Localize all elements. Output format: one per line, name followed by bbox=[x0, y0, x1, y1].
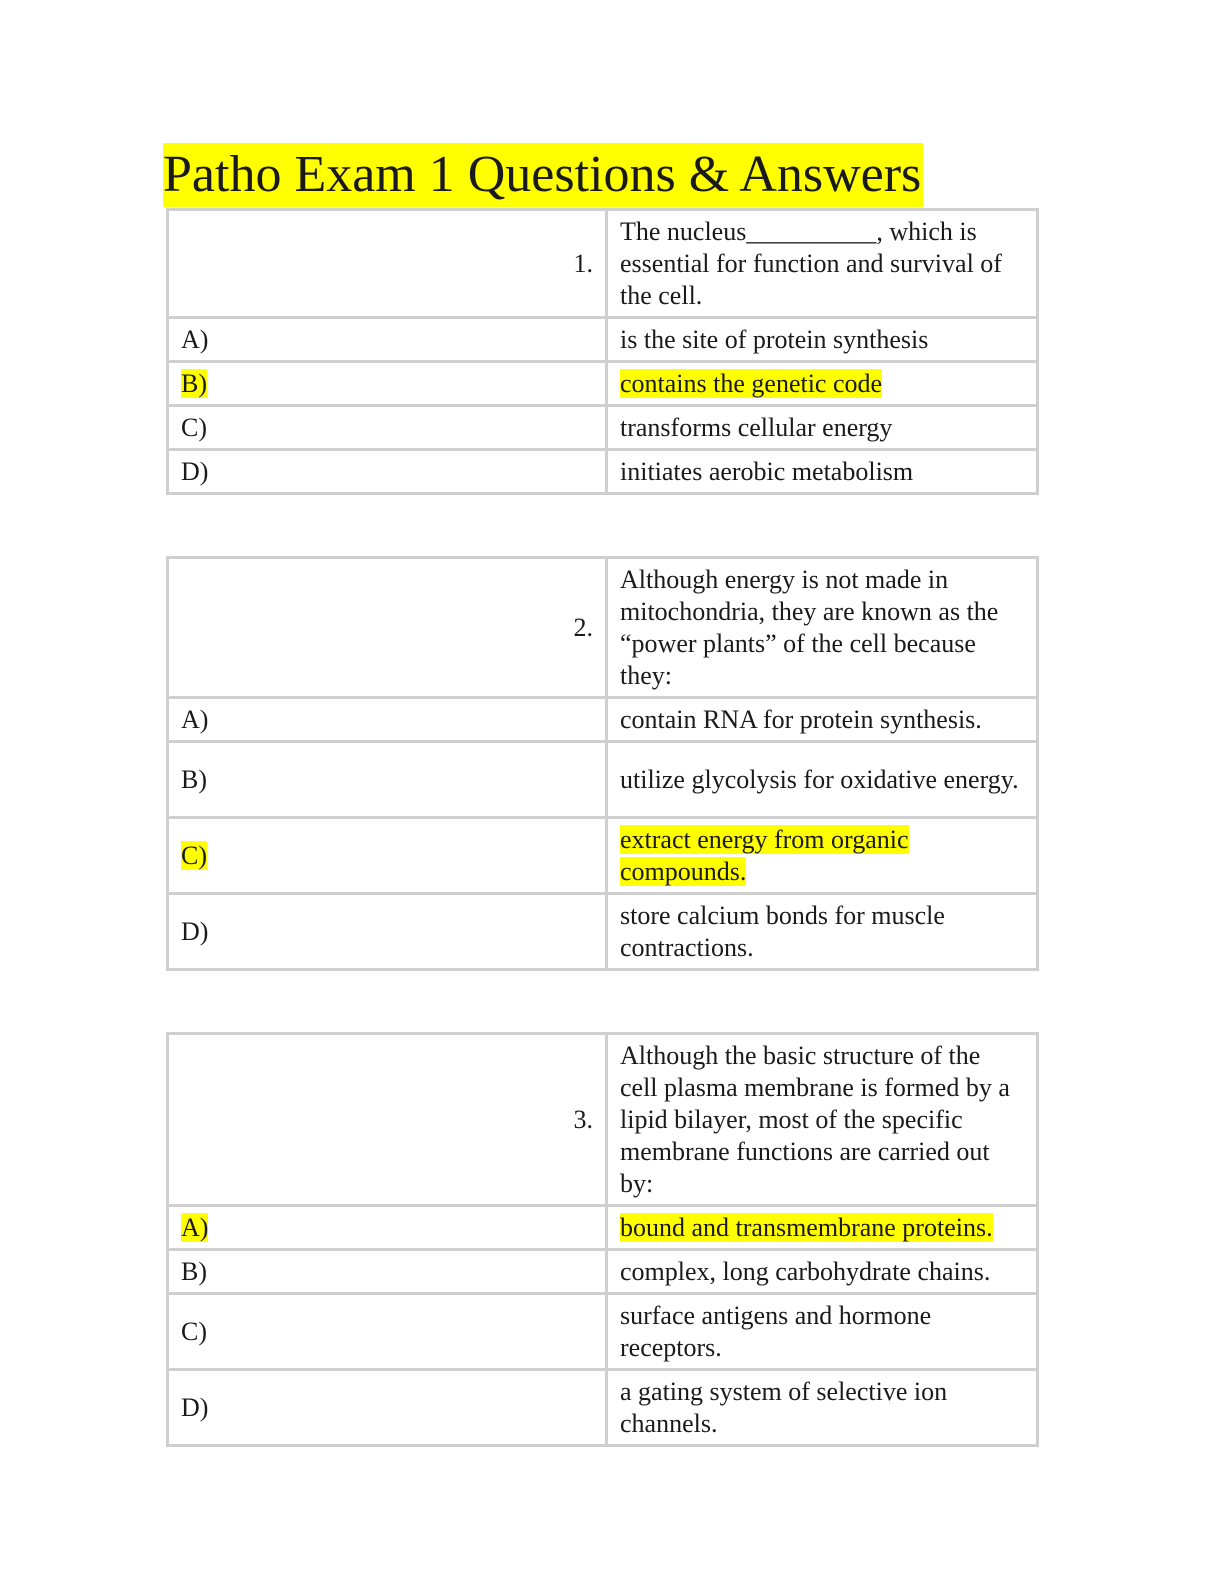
question-table-2 bbox=[166, 556, 1039, 971]
question-row bbox=[168, 1034, 1038, 1206]
option-letter: B) bbox=[168, 1250, 607, 1294]
option-text: store calcium bonds for muscle contractions. bbox=[607, 894, 1038, 970]
question-row bbox=[168, 558, 1038, 698]
option-row bbox=[168, 406, 1038, 450]
option-row bbox=[168, 742, 1038, 818]
question-stem: Although the basic structure of the cell plasma membrane is formed by a lipid bilayer, most of the specific membrane functions are carried out by: bbox=[607, 1034, 1038, 1206]
option-letter: B) bbox=[168, 362, 607, 406]
option-text: surface antigens and hormone receptors. bbox=[607, 1294, 1038, 1370]
option-text: initiates aerobic metabolism bbox=[607, 450, 1038, 494]
option-text: complex, long carbohydrate chains. bbox=[607, 1250, 1038, 1294]
option-letter: C) bbox=[168, 1294, 607, 1370]
option-text: a gating system of selective ion channels. bbox=[607, 1370, 1038, 1446]
question-stem: Although energy is not made in mitochondria, they are known as the “power plants” of the cell because they: bbox=[607, 558, 1038, 698]
question-number: 2. bbox=[168, 558, 607, 698]
option-letter: A) bbox=[168, 1206, 607, 1250]
option-row bbox=[168, 1370, 1038, 1446]
option-row bbox=[168, 450, 1038, 494]
option-row bbox=[168, 362, 1038, 406]
question-row bbox=[168, 210, 1038, 318]
option-text: contains the genetic code bbox=[607, 362, 1038, 406]
option-text: utilize glycolysis for oxidative energy. bbox=[607, 742, 1038, 818]
option-text: is the site of protein synthesis bbox=[607, 318, 1038, 362]
option-row bbox=[168, 1294, 1038, 1370]
option-row bbox=[168, 318, 1038, 362]
option-letter: D) bbox=[168, 450, 607, 494]
question-number: 3. bbox=[168, 1034, 607, 1206]
option-text: extract energy from organic compounds. bbox=[607, 818, 1038, 894]
option-text: contain RNA for protein synthesis. bbox=[607, 698, 1038, 742]
option-letter: C) bbox=[168, 818, 607, 894]
question-number: 1. bbox=[168, 210, 607, 318]
option-letter: D) bbox=[168, 894, 607, 970]
question-stem: The nucleus__________, which is essential for function and survival of the cell. bbox=[607, 210, 1038, 318]
option-row bbox=[168, 818, 1038, 894]
option-row bbox=[168, 1250, 1038, 1294]
option-text: bound and transmembrane proteins. bbox=[607, 1206, 1038, 1250]
option-row bbox=[168, 698, 1038, 742]
option-letter: C) bbox=[168, 406, 607, 450]
question-table-3 bbox=[166, 1032, 1039, 1447]
option-text: transforms cellular energy bbox=[607, 406, 1038, 450]
option-row bbox=[168, 1206, 1038, 1250]
option-letter: B) bbox=[168, 742, 607, 818]
option-letter: A) bbox=[168, 698, 607, 742]
option-row bbox=[168, 894, 1038, 970]
option-letter: A) bbox=[168, 318, 607, 362]
question-table-1 bbox=[166, 208, 1039, 495]
page-title: Patho Exam 1 Questions & Answers bbox=[163, 143, 923, 207]
option-letter: D) bbox=[168, 1370, 607, 1446]
